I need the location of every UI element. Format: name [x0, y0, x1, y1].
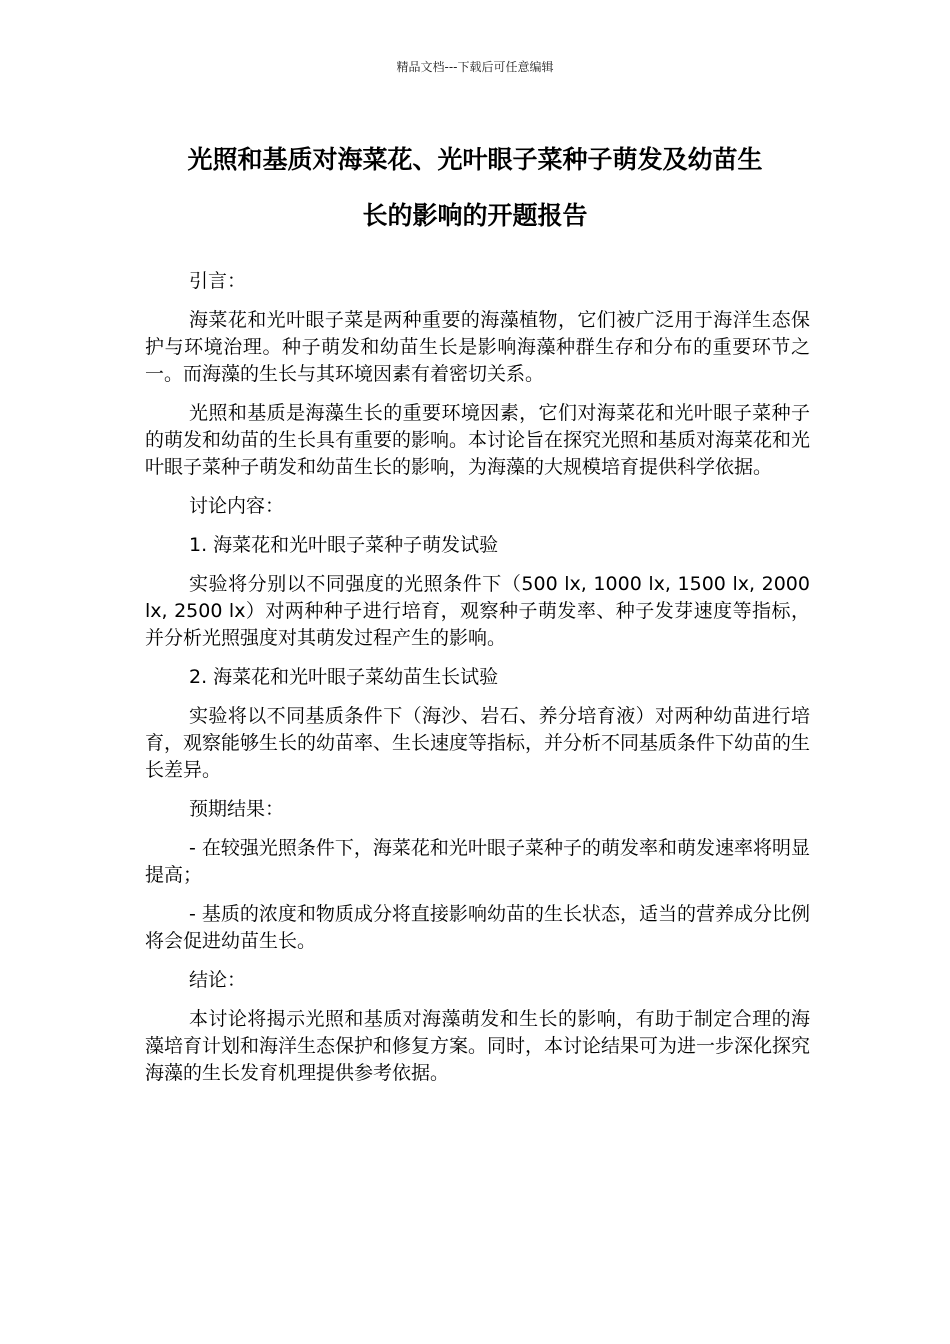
- title-line-1: 光照和基质对海菜花、光叶眼子菜种子萌发及幼苗生: [187, 145, 763, 174]
- subsection-heading-2: 2. 海菜花和光叶眼子菜幼苗生长试验: [189, 666, 499, 688]
- subsection-heading-1: 1. 海菜花和光叶眼子菜种子萌发试验: [189, 534, 499, 556]
- document-title: [140, 132, 810, 244]
- section-heading-content: 讨论内容：: [189, 495, 285, 517]
- paragraph-experiment-2: 实验将以不同基质条件下（海沙、岩石、养分培育液）对两种幼苗进行培育，观察能够生长的幼苗率、生长速度等指标，并分析不同基质条件下幼苗的生长差异。: [145, 705, 811, 781]
- paragraph-intro-1: 海菜花和光叶眼子菜是两种重要的海藻植物，它们被广泛用于海洋生态保护与环境治理。种子萌发和幼苗生长是影响海藻种群生存和分布的重要环节之一。而海藻的生长与其环境因素有着密切关系。: [145, 309, 810, 385]
- section-heading-expected: 预期结果：: [189, 798, 285, 820]
- list-item-expected-1: - 在较强光照条件下，海菜花和光叶眼子菜种子的萌发率和萌发速率将明显提高；: [145, 837, 810, 886]
- header-note: 精品文档---下载后可任意编辑: [396, 60, 554, 74]
- paragraph-conclusion: 本讨论将揭示光照和基质对海藻萌发和生长的影响，有助于制定合理的海藻培育计划和海洋生态保护和修复方案。同时，本讨论结果可为进一步深化探究海藻的生长发育机理提供参考依据。: [145, 1008, 811, 1084]
- section-heading-intro: 引言：: [189, 270, 247, 292]
- paragraph-experiment-1: 实验将分别以不同强度的光照条件下（500 lx, 1000 lx, 1500 lx, 2000 lx, 2500 lx）对两种种子进行培育，观察种子萌发率、种子发芽速度等指标，并分析光照强度对其萌发过程产生的影响。: [145, 573, 810, 649]
- document-body: [145, 268, 810, 1099]
- paragraph-intro-2: 光照和基质是海藻生长的重要环境因素，它们对海菜花和光叶眼子菜种子的萌发和幼苗的生长具有重要的影响。本讨论旨在探究光照和基质对海菜花和光叶眼子菜种子萌发和幼苗生长的影响，为海藻的大规模培育提供科学依据。: [145, 402, 811, 478]
- section-heading-conclusion: 结论：: [189, 969, 247, 991]
- title-line-2: 长的影响的开题报告: [362, 201, 588, 230]
- list-item-expected-2: - 基质的浓度和物质成分将直接影响幼苗的生长状态，适当的营养成分比例将会促进幼苗生长。: [145, 903, 810, 952]
